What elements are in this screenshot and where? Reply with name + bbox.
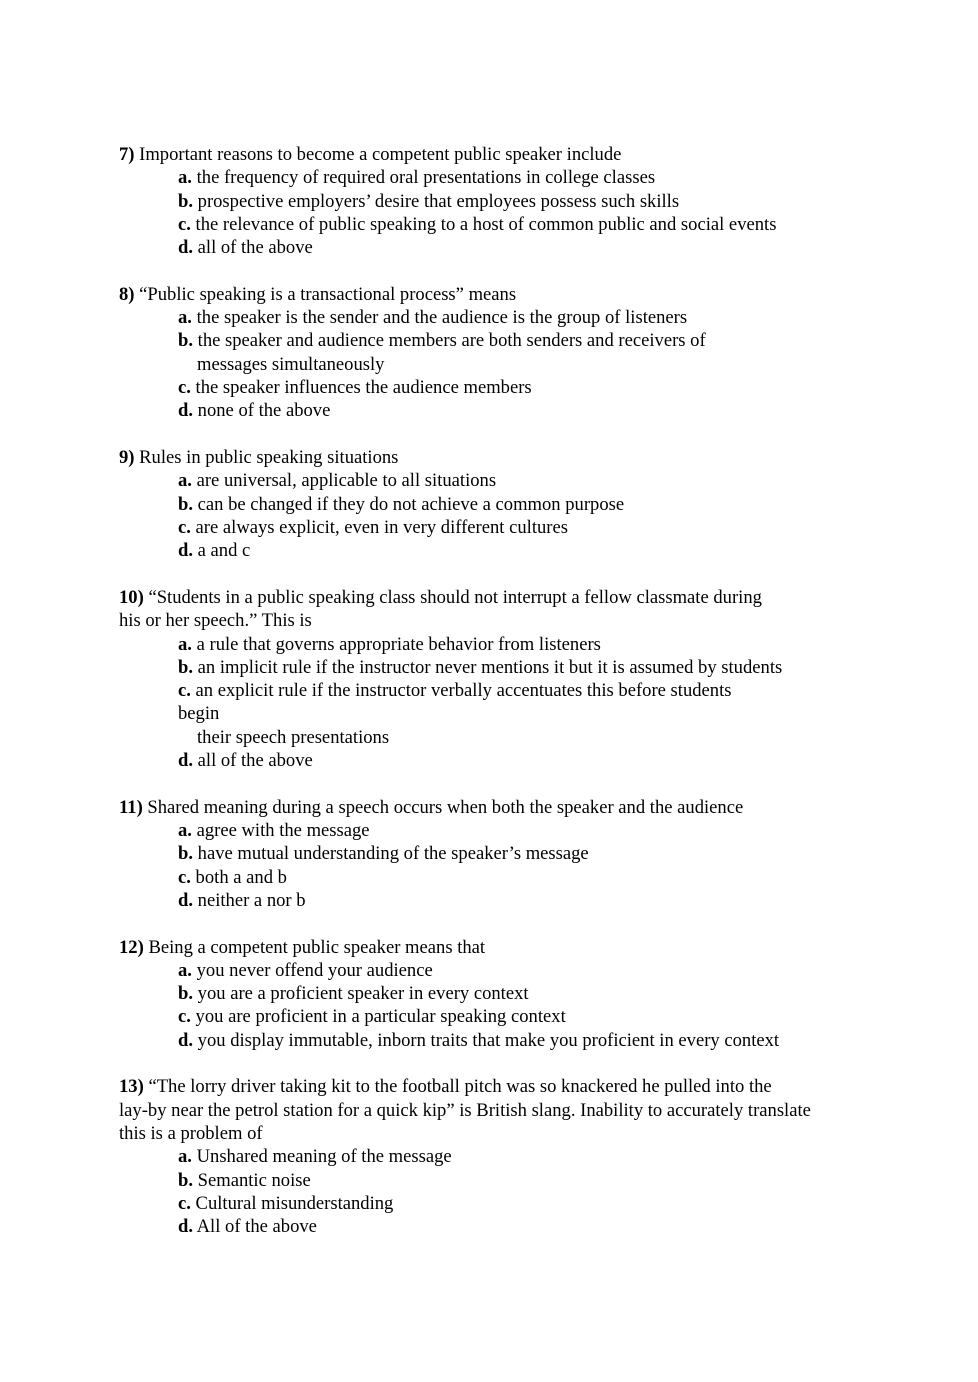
option-b: b. an implicit rule if the instructor never mentions it but it is assumed by students: [178, 656, 783, 678]
option-d: d. none of the above: [178, 400, 331, 422]
option-b: b. have mutual understanding of the speaker’s message: [178, 843, 589, 865]
option-a: a. agree with the message: [178, 819, 370, 841]
option-b: b. prospective employers’ desire that employees possess such skills: [178, 190, 680, 212]
question-number: 9): [119, 447, 135, 469]
option-c: c. an explicit rule if the instructor verbally accentuates this before students: [178, 680, 732, 702]
question-7: [119, 143, 879, 259]
option-c: c. the speaker influences the audience members: [178, 377, 532, 399]
question-12: [119, 936, 879, 1052]
option-c-continuation: their speech presentations: [197, 726, 390, 748]
question-8: [119, 283, 879, 423]
quiz-page: [119, 143, 879, 1239]
question-number: 7): [119, 144, 135, 165]
question-number: 11): [119, 796, 143, 818]
question-number: 12): [119, 936, 144, 958]
option-c: c. Cultural misunderstanding: [178, 1192, 394, 1214]
option-b: b. you are a proficient speaker in every context: [178, 983, 529, 1005]
option-d: d. all of the above: [178, 750, 313, 771]
question-13: [119, 1075, 879, 1238]
option-a: a. are universal, applicable to all situations: [178, 470, 497, 492]
question-number: 10): [119, 586, 144, 608]
question-stem-continuation: lay-by near the petrol station for a quick kip” is British slang. Inability to accurately translate: [119, 1099, 811, 1121]
option-c: c. both a and b: [178, 866, 287, 888]
option-d: d. a and c: [178, 540, 251, 562]
question-stem-continuation: his or her speech.” This is: [119, 610, 312, 632]
question-9: [119, 446, 879, 562]
option-c-wrap: begin: [178, 703, 220, 725]
question-number: 8): [119, 283, 135, 305]
question-11: [119, 796, 879, 912]
question-stem: 13) “The lorry driver taking kit to the football pitch was so knackered he pulled into the: [119, 1076, 772, 1098]
question-stem: 9) Rules in public speaking situations: [119, 447, 399, 469]
option-a: a. a rule that governs appropriate behavior from listeners: [178, 633, 601, 655]
option-d: d. you display immutable, inborn traits that make you proficient in every context: [178, 1029, 780, 1051]
question-stem: 11) Shared meaning during a speech occurs when both the speaker and the audience: [119, 796, 744, 818]
option-d: d. neither a nor b: [178, 889, 306, 911]
option-a: a. the frequency of required oral presentations in college classes: [178, 167, 656, 189]
option-c: c. are always explicit, even in very different cultures: [178, 516, 568, 538]
question-stem: 10) “Students in a public speaking class should not interrupt a fellow classmate during: [119, 586, 762, 608]
option-d: d. all of the above: [178, 237, 313, 259]
question-10: [119, 586, 879, 772]
option-b: b. the speaker and audience members are both senders and receivers of: [178, 330, 706, 352]
option-b-continuation: messages simultaneously: [197, 353, 385, 375]
question-number: 13): [119, 1076, 144, 1098]
question-stem: 7) Important reasons to become a competent public speaker include: [119, 144, 622, 165]
option-a: a. Unshared meaning of the message: [178, 1146, 452, 1168]
option-d: d. All of the above: [178, 1216, 317, 1238]
option-c: c. the relevance of public speaking to a host of common public and social events: [178, 213, 777, 235]
option-a: a. you never offend your audience: [178, 959, 433, 981]
option-c: c. you are proficient in a particular speaking context: [178, 1006, 566, 1028]
option-a: a. the speaker is the sender and the audience is the group of listeners: [178, 307, 688, 329]
question-stem: 8) “Public speaking is a transactional process” means: [119, 283, 517, 305]
option-b: b. Semantic noise: [178, 1169, 311, 1191]
question-stem-continuation: this is a problem of: [119, 1123, 263, 1145]
option-b: b. can be changed if they do not achieve a common purpose: [178, 493, 625, 515]
question-stem: 12) Being a competent public speaker means that: [119, 936, 486, 958]
